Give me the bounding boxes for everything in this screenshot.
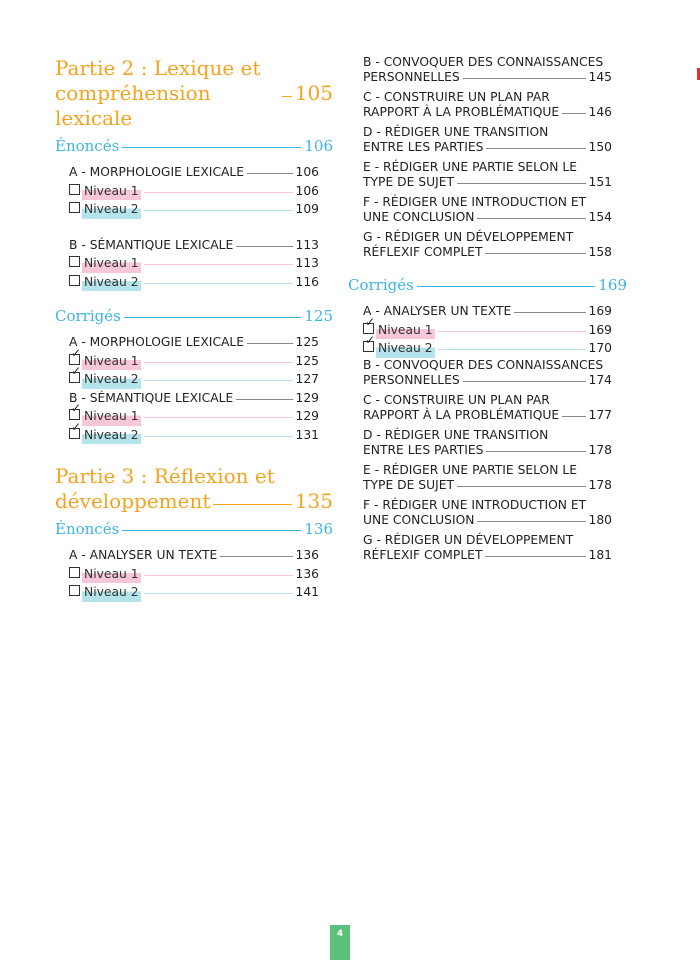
entry-page: 178: [588, 477, 612, 492]
leader-line: [562, 113, 585, 114]
part-title-line: Partie 3 : Réflexion et: [55, 464, 275, 488]
leader-line: [477, 218, 585, 219]
entry-page: 106: [295, 165, 319, 179]
toc-level-entry[interactable]: [69, 352, 319, 371]
entry-title-line: E - RÉDIGER UNE PARTIE SELON LE: [363, 462, 577, 477]
leader-line: [514, 312, 585, 313]
section-heading-énoncés[interactable]: [55, 518, 333, 540]
section-heading-corrigés[interactable]: [55, 305, 333, 327]
checked-box-icon[interactable]: [69, 354, 80, 365]
toc-entry[interactable]: [363, 463, 612, 493]
toc-level-entry[interactable]: [363, 339, 612, 358]
toc-entry[interactable]: [363, 230, 612, 260]
entry-page: 129: [295, 390, 319, 405]
entry-title-line: B - CONVOQUER DES CONNAISSANCES: [363, 357, 604, 372]
entry-page: 150: [588, 140, 612, 154]
toc-level-entry[interactable]: [69, 254, 319, 273]
toc-level-entry[interactable]: [69, 182, 319, 201]
leader-line: [144, 436, 293, 437]
leader-line: [247, 173, 292, 174]
toc-entry[interactable]: [363, 302, 612, 321]
entry-title-line: C - CONSTRUIRE UN PLAN PAR: [363, 392, 550, 407]
entry-page: 136: [295, 566, 319, 581]
entry-title-line: PERSONNELLES: [363, 70, 460, 84]
entry-page: 129: [295, 409, 319, 423]
leader-line: [144, 380, 293, 381]
section-title: Corrigés: [348, 276, 414, 294]
entry-title-line: PERSONNELLES: [363, 372, 460, 387]
part-title-line: compréhension lexicale: [55, 81, 211, 130]
checked-box-icon[interactable]: [69, 409, 80, 420]
entry-title-line: UNE CONCLUSION: [363, 210, 475, 224]
toc-entry[interactable]: [363, 160, 612, 190]
toc-level-entry[interactable]: [69, 583, 319, 602]
entry-group: [69, 236, 319, 292]
toc-left-column: [55, 56, 333, 616]
leader-line: [122, 530, 301, 531]
leader-line: [438, 349, 586, 350]
toc-level-entry[interactable]: [69, 426, 319, 445]
level-label: Niveau 2: [82, 370, 141, 389]
toc-entry[interactable]: [69, 236, 319, 255]
entry-list: [69, 333, 319, 444]
entry-page: 170: [588, 341, 612, 355]
leader-line: [485, 253, 585, 254]
toc-entry[interactable]: [69, 163, 319, 182]
toc-entry[interactable]: [363, 358, 612, 388]
toc-entry[interactable]: [363, 393, 612, 423]
entry-title-row: [363, 478, 612, 493]
section-heading-corrigés[interactable]: [348, 274, 627, 296]
leader-line: [144, 264, 293, 265]
entry-title-row: [363, 408, 612, 423]
entry-page: 146: [588, 105, 612, 119]
leader-line: [236, 399, 292, 400]
checkbox-icon[interactable]: [69, 202, 80, 213]
entry-title-row: [363, 140, 612, 155]
leader-line: [486, 148, 585, 149]
leader-line: [477, 521, 585, 522]
entry-page: 127: [295, 372, 319, 386]
entry-title-row: [363, 548, 612, 563]
part-heading[interactable]: [55, 56, 333, 131]
level-label: Niveau 2: [82, 426, 141, 445]
section-title: Énoncés: [55, 520, 120, 538]
entry-list: [363, 55, 612, 260]
entry-title: A - ANALYSER UN TEXTE: [69, 548, 218, 562]
entry-title: B - SÉMANTIQUE LEXICALE: [69, 390, 234, 405]
toc-entry[interactable]: [363, 125, 612, 155]
entry-title-line: TYPE DE SUJET: [363, 477, 454, 492]
entry-title-line: D - RÉDIGER UNE TRANSITION: [363, 427, 549, 442]
entry-title-line: B - CONVOQUER DES CONNAISSANCES: [363, 55, 604, 69]
entry-title-line: G - RÉDIGER UN DÉVELOPPEMENT: [363, 230, 574, 244]
level-label: Niveau 1: [376, 321, 435, 340]
checked-box-icon[interactable]: [69, 372, 80, 383]
leader-line: [144, 417, 293, 418]
entry-group: [69, 546, 319, 602]
entry-page: 145: [588, 70, 612, 84]
toc-entry[interactable]: [69, 389, 319, 408]
entry-page: 177: [588, 407, 612, 422]
toc-level-entry[interactable]: [69, 200, 319, 219]
leader-line: [438, 331, 586, 332]
section-heading-énoncés[interactable]: [55, 135, 333, 157]
leader-line: [144, 575, 293, 576]
entry-page: 125: [295, 335, 319, 349]
checkbox-icon[interactable]: [69, 275, 80, 286]
checked-box-icon[interactable]: [69, 428, 80, 439]
entry-page: 151: [588, 175, 612, 189]
leader-line: [144, 593, 293, 594]
leader-line: [562, 416, 585, 417]
entry-title-row: [363, 513, 612, 528]
entry-title-row: [363, 443, 612, 458]
entry-list: [69, 163, 319, 291]
entry-title-line: C - CONSTRUIRE UN PLAN PAR: [363, 90, 550, 104]
toc-entry[interactable]: [69, 546, 319, 565]
entry-page: 181: [588, 547, 612, 562]
checkbox-icon[interactable]: [69, 256, 80, 267]
level-label: Niveau 1: [82, 254, 141, 273]
leader-line: [417, 286, 596, 287]
section-title: Corrigés: [55, 307, 121, 325]
entry-page: 116: [295, 274, 319, 289]
entry-title-line: F - RÉDIGER UNE INTRODUCTION ET: [363, 195, 587, 209]
toc-level-entry[interactable]: [69, 273, 319, 292]
toc-right-column: [348, 55, 627, 577]
section-page: 106: [304, 137, 333, 155]
part-title-row: [55, 489, 333, 514]
toc-entry[interactable]: [69, 333, 319, 352]
entry-page: 131: [295, 427, 319, 442]
entry-group: [363, 55, 612, 260]
section-title: Énoncés: [55, 137, 120, 155]
checked-box-icon[interactable]: [363, 323, 374, 334]
part-heading[interactable]: [55, 464, 333, 514]
toc-level-entry[interactable]: [363, 321, 612, 340]
part-title-line: Partie 2 : Lexique et: [55, 56, 261, 80]
page-number: 4: [330, 925, 350, 960]
part-page: 105: [294, 81, 333, 105]
entry-page: 113: [295, 237, 319, 252]
toc-level-entry[interactable]: [69, 565, 319, 584]
toc-entry[interactable]: [363, 428, 612, 458]
part-title-line: développement: [55, 489, 211, 513]
entry-title-line: UNE CONCLUSION: [363, 512, 475, 527]
entry-title-row: [363, 105, 612, 120]
entry-group: [69, 333, 319, 444]
leader-line: [220, 556, 292, 557]
entry-page: 141: [295, 585, 319, 599]
entry-page: 169: [588, 322, 612, 337]
checkbox-icon[interactable]: [69, 184, 80, 195]
section-page: 125: [304, 307, 333, 325]
level-label: Niveau 2: [82, 583, 141, 602]
entry-title-row: [363, 245, 612, 260]
entry-title-row: [363, 70, 612, 85]
entry-title-line: RÉFLEXIF COMPLET: [363, 547, 483, 562]
leader-line: [463, 381, 586, 382]
entry-title-row: [363, 210, 612, 225]
leader-line: [485, 556, 585, 557]
entry-title-line: G - RÉDIGER UN DÉVELOPPEMENT: [363, 532, 574, 547]
level-label: Niveau 2: [376, 339, 435, 358]
entry-title-line: RAPPORT À LA PROBLÉMATIQUE: [363, 105, 560, 119]
entry-page: 136: [295, 548, 319, 562]
entry-title: B - SÉMANTIQUE LEXICALE: [69, 237, 234, 252]
toc-entry[interactable]: [363, 55, 612, 85]
leader-line: [457, 486, 586, 487]
entry-title: A - MORPHOLOGIE LEXICALE: [69, 335, 245, 349]
checkbox-icon[interactable]: [69, 585, 80, 596]
entry-page: 180: [588, 512, 612, 527]
entry-page: 178: [588, 442, 612, 457]
level-label: Niveau 1: [82, 565, 141, 584]
leader-line: [213, 504, 291, 505]
leader-line: [463, 78, 586, 79]
entry-group: [363, 302, 612, 563]
leader-line: [144, 210, 293, 211]
checked-box-icon[interactable]: [363, 341, 374, 352]
toc-entry[interactable]: [363, 195, 612, 225]
section-page: 136: [304, 520, 333, 538]
level-label: Niveau 2: [82, 273, 141, 292]
checkbox-icon[interactable]: [69, 567, 80, 578]
leader-line: [124, 317, 302, 318]
leader-line: [236, 246, 292, 247]
entry-title-row: [363, 373, 612, 388]
entry-list: [69, 546, 319, 602]
entry-page: 154: [588, 210, 612, 224]
section-page: 169: [598, 276, 627, 294]
entry-group: [69, 163, 319, 219]
level-label: Niveau 1: [82, 182, 141, 201]
entry-title-line: F - RÉDIGER UNE INTRODUCTION ET: [363, 497, 587, 512]
entry-page: 158: [588, 245, 612, 259]
level-label: Niveau 1: [82, 352, 141, 371]
part-page: 135: [294, 489, 333, 513]
entry-title-line: E - RÉDIGER UNE PARTIE SELON LE: [363, 160, 577, 174]
toc-entry[interactable]: [363, 90, 612, 120]
entry-list: [363, 302, 612, 563]
entry-title: A - MORPHOLOGIE LEXICALE: [69, 165, 245, 179]
level-label: Niveau 2: [82, 200, 141, 219]
leader-line: [457, 183, 586, 184]
leader-line: [144, 192, 293, 193]
level-label: Niveau 1: [82, 407, 141, 426]
entry-page: 174: [588, 372, 612, 387]
leader-line: [144, 362, 293, 363]
entry-title-row: [363, 175, 612, 190]
leader-line: [247, 343, 292, 344]
entry-title-line: RAPPORT À LA PROBLÉMATIQUE: [363, 407, 560, 422]
entry-page: 113: [295, 256, 319, 270]
entry-page: 106: [295, 183, 319, 198]
entry-title-line: ENTRE LES PARTIES: [363, 140, 484, 154]
leader-line: [144, 283, 293, 284]
entry-title: A - ANALYSER UN TEXTE: [363, 304, 512, 318]
entry-page: 125: [295, 353, 319, 368]
toc-level-entry[interactable]: [69, 370, 319, 389]
entry-page: 109: [295, 202, 319, 216]
leader-line: [282, 96, 292, 97]
leader-line: [486, 451, 585, 452]
entry-title-line: RÉFLEXIF COMPLET: [363, 245, 483, 259]
entry-page: 169: [588, 304, 612, 318]
entry-title-line: TYPE DE SUJET: [363, 175, 454, 189]
leader-line: [122, 147, 301, 148]
toc-entry[interactable]: [363, 533, 612, 563]
toc-entry[interactable]: [363, 498, 612, 528]
part-title-row: [55, 81, 333, 131]
toc-level-entry[interactable]: [69, 407, 319, 426]
entry-title-line: D - RÉDIGER UNE TRANSITION: [363, 125, 549, 139]
entry-title-line: ENTRE LES PARTIES: [363, 442, 484, 457]
